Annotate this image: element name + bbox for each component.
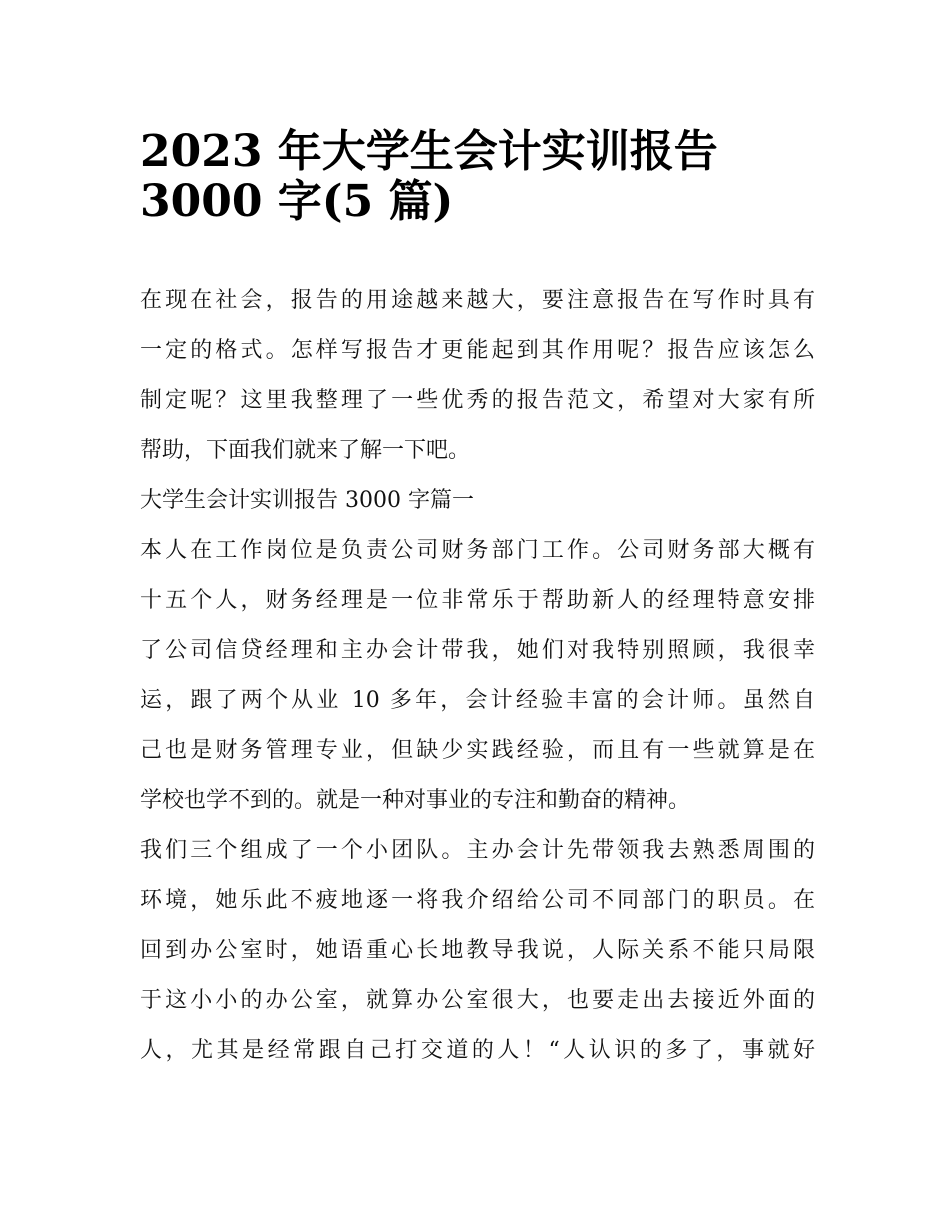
text-line: 于这小小的办公室，就算办公室很大，也要走出去接近外面的 bbox=[140, 988, 815, 1013]
text-line: 我们三个组成了一个小团队。主办会计先带领我去熟悉周围的 bbox=[140, 838, 815, 863]
text-line: 运，跟了两个从业 10 多年，会计经验丰富的会计师。虽然自 bbox=[140, 688, 815, 713]
text-line: 人，尤其是经常跟自己打交道的人！“人认识的多了，事就好 bbox=[140, 1038, 815, 1063]
text-line: 十五个人，财务经理是一位非常乐于帮助新人的经理特意安排 bbox=[140, 588, 815, 613]
text-line: 本人在工作岗位是负责公司财务部门工作。公司财务部大概有 bbox=[140, 538, 815, 563]
text-line: 己也是财务管理专业，但缺少实践经验，而且有一些就算是在 bbox=[140, 738, 815, 763]
paragraph-intro bbox=[140, 276, 815, 476]
text-line: 在现在社会，报告的用途越来越大，要注意报告在写作时具有 bbox=[140, 288, 815, 313]
text-line: 大学生会计实训报告 3000 字篇一 bbox=[140, 488, 474, 513]
section-heading bbox=[140, 476, 815, 526]
text-line: 了公司信贷经理和主办会计带我，她们对我特别照顾，我很幸 bbox=[140, 638, 815, 663]
title-line-1: 2023 年大学生会计实训报告 bbox=[140, 126, 718, 177]
text-line: 学校也学不到的。就是一种对事业的专注和勤奋的精神。 bbox=[140, 788, 691, 813]
title-line-2: 3000 字(5 篇) bbox=[140, 176, 454, 227]
paragraph-2 bbox=[140, 826, 815, 1076]
text-line: 回到办公室时，她语重心长地教导我说，人际关系不能只局限 bbox=[140, 938, 815, 963]
document-body bbox=[140, 276, 815, 1076]
text-line: 帮助，下面我们就来了解一下吧。 bbox=[140, 438, 471, 463]
document-title bbox=[140, 112, 820, 227]
text-line: 环境，她乐此不疲地逐一将我介绍给公司不同部门的职员。在 bbox=[140, 888, 815, 913]
paragraph-1 bbox=[140, 526, 815, 826]
text-line: 一定的格式。怎样写报告才更能起到其作用呢？报告应该怎么 bbox=[140, 338, 815, 363]
text-line: 制定呢？这里我整理了一些优秀的报告范文，希望对大家有所 bbox=[140, 388, 815, 413]
